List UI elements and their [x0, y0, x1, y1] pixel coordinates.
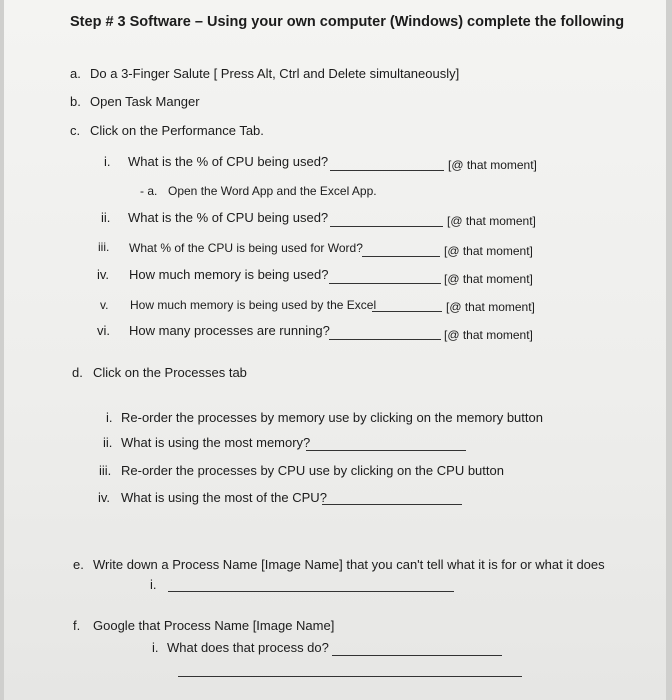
d-item-2-text: What is using the most memory?	[121, 435, 311, 450]
c-item-5-text: How much memory is being used by the Excel	[130, 298, 377, 312]
c-item-1-note: [@ that moment]	[448, 158, 537, 172]
c-item-4-text: How much memory is being used?	[129, 267, 329, 282]
c-item-5-num: v.	[100, 298, 109, 312]
c-item-6-text: How many processes are running?	[129, 323, 330, 338]
e-item-1-num: i.	[150, 577, 157, 592]
item-c-marker: c.	[70, 123, 81, 138]
c-item-6-num: vi.	[97, 323, 110, 338]
c-item-2-text: What is the % of CPU being used?	[128, 210, 329, 225]
worksheet-page	[4, 0, 666, 700]
f-item-1-text: What does that process do?	[167, 640, 329, 655]
c-item-5-note: [@ that moment]	[446, 300, 535, 314]
c-sub-text: Open the Word App and the Excel App.	[168, 184, 377, 198]
c-item-6-note: [@ that moment]	[444, 328, 533, 342]
f-item-1-answer-line[interactable]	[332, 655, 502, 656]
d-item-2-num: ii.	[103, 435, 113, 450]
c-item-3-text: What % of the CPU is being used for Word?	[129, 241, 363, 255]
item-f-marker: f.	[73, 618, 81, 633]
c-item-1-text: What is the % of CPU being used?	[128, 154, 329, 169]
c-item-3-note: [@ that moment]	[444, 244, 533, 258]
d-item-3-text: Re-order the processes by CPU use by clicking on the CPU button	[121, 463, 504, 478]
d-item-2-answer-line[interactable]	[306, 450, 466, 451]
f-item-1-num: i.	[152, 640, 159, 655]
d-item-4-answer-line[interactable]	[322, 504, 462, 505]
c-item-1-answer-line[interactable]	[330, 170, 444, 171]
d-item-3-num: iii.	[99, 463, 112, 478]
c-item-4-answer-line[interactable]	[329, 283, 441, 284]
e-item-1-answer-line[interactable]	[168, 591, 454, 592]
d-item-4-num: iv.	[98, 490, 111, 505]
item-d-text: Click on the Processes tab	[93, 365, 247, 380]
item-b-text: Open Task Manger	[90, 94, 200, 109]
item-a-text: Do a 3-Finger Salute [ Press Alt, Ctrl and Delete simultaneously]	[90, 66, 460, 81]
c-item-1-num: i.	[104, 154, 111, 169]
c-item-2-num: ii.	[101, 210, 111, 225]
d-item-1-num: i.	[106, 410, 113, 425]
c-item-2-answer-line[interactable]	[330, 226, 443, 227]
c-item-4-num: iv.	[97, 267, 110, 282]
c-item-6-answer-line[interactable]	[329, 339, 441, 340]
item-c-text: Click on the Performance Tab.	[90, 123, 264, 138]
d-item-4-text: What is using the most of the CPU?	[121, 490, 327, 505]
c-item-5-answer-line[interactable]	[372, 311, 442, 312]
item-d-marker: d.	[72, 365, 83, 380]
f-item-1-answer-line-2[interactable]	[178, 676, 522, 677]
item-f-text: Google that Process Name [Image Name]	[93, 618, 335, 633]
c-sub-marker: - a.	[140, 184, 158, 198]
item-e-marker: e.	[73, 557, 84, 572]
item-b-marker: b.	[70, 94, 81, 109]
d-item-1-text: Re-order the processes by memory use by clicking on the memory button	[121, 410, 543, 425]
item-e-text: Write down a Process Name [Image Name] that you can't tell what it is for or what it does	[93, 557, 605, 572]
page-title: Step # 3 Software – Using your own computer (Windows) complete the following	[70, 14, 625, 30]
c-item-3-answer-line[interactable]	[362, 256, 440, 257]
item-a-marker: a.	[70, 66, 81, 81]
c-item-3-num: iii.	[98, 240, 110, 254]
c-item-4-note: [@ that moment]	[444, 272, 533, 286]
c-item-2-note: [@ that moment]	[447, 214, 536, 228]
